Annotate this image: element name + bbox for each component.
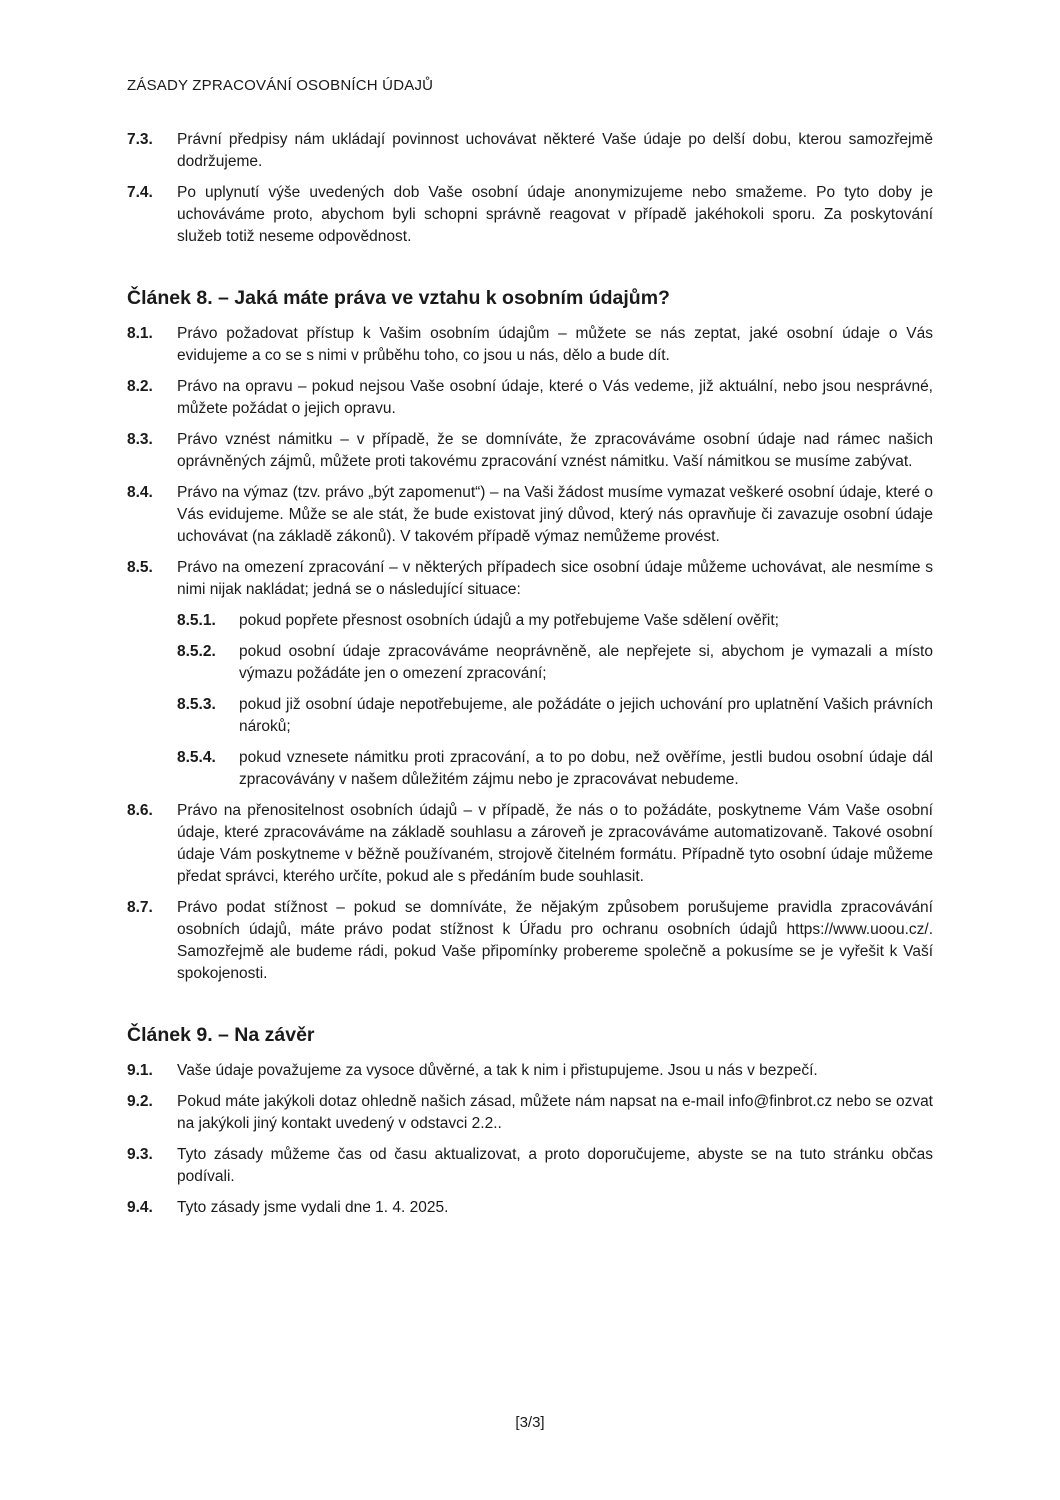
item-text: Tyto zásady jsme vydali dne 1. 4. 2025. [177, 1199, 449, 1216]
list-item-7-4 [127, 182, 933, 248]
sub-list-item-8-5-3 [177, 694, 933, 738]
sub-list-item-8-5-1 [177, 610, 933, 632]
item-text: pokud osobní údaje zpracováváme neoprávněně, ale nepřejete si, abychom je vymazali a místo výmazu požádáte jen o omezení zpracování; [239, 643, 933, 682]
item-text: Právo vznést námitku – v případě, že se domníváte, že zpracováváme osobní údaje nad rámec našich oprávněných zájmů, můžete proti takovému zpracování vznést námitku. Vaší námitkou se musíme zabývat. [177, 431, 933, 470]
document-header [127, 75, 933, 97]
item-number: 8.5.3. [177, 696, 216, 713]
item-text: pokud již osobní údaje nepotřebujeme, ale požádáte o jejich uchování pro uplatnění Vašich právních nároků; [239, 696, 933, 735]
sub-list-item-8-5-4 [177, 747, 933, 791]
item-text: Tyto zásady můžeme čas od času aktualizovat, a proto doporučujeme, abyste se na tuto stránku občas podívali. [177, 1146, 933, 1185]
list-item-8-4 [127, 482, 933, 548]
list-item-9-4 [127, 1197, 933, 1219]
item-number: 8.1. [127, 325, 153, 342]
item-text: Po uplynutí výše uvedených dob Vaše osobní údaje anonymizujeme nebo smažeme. Po tyto doby je uchováváme proto, abychom byli schopni správně reagovat v případě jakéhokoli sporu. Za poskytování služeb totiž neseme odpovědnost. [177, 184, 933, 245]
item-text: Právo podat stížnost – pokud se domníváte, že nějakým způsobem porušujeme pravidla zpracovávání osobních údajů, máte právo podat stížnost k Úřadu pro ochranu osobních údajů https://www.uoou.cz/. Samozřejmě ale budeme rádi, pokud Vaše připomínky probereme společně a pokusíme se je vyřešit k Vaší spokojenosti. [177, 899, 933, 982]
list-item-8-6 [127, 800, 933, 888]
list-item-8-7 [127, 897, 933, 985]
list-item-9-2 [127, 1091, 933, 1135]
sub-list-item-8-5-2 [177, 641, 933, 685]
page-number: [3/3] [515, 1414, 545, 1431]
item-text: Právo na výmaz (tzv. právo „být zapomenut“) – na Vaši žádost musíme vymazat veškeré osobní údaje, které o Vás evidujeme. Může se ale stát, že bude existovat jiný důvod, který nás opravňuje či zavazuje osobní údaje uchovávat (na základě zákonů). V takovém případě výmaz nemůžeme provést. [177, 484, 933, 545]
list-item-8-3 [127, 429, 933, 473]
section-heading-article-8: Článek 8. – Jaká máte práva ve vztahu k osobním údajům? [127, 287, 670, 309]
item-number: 8.5.4. [177, 749, 216, 766]
item-text: pokud vznesete námitku proti zpracování, a to po dobu, než ověříme, jestli budou osobní údaje dál zpracovávány v našem důležitém zájmu nebo je zpracovávat nebudeme. [239, 749, 933, 788]
item-number: 8.2. [127, 378, 153, 395]
item-text: Právo požadovat přístup k Vašim osobním údajům – můžete se nás zeptat, jaké osobní údaje o Vás evidujeme a co se s nimi v průběhu toho, co jsou u nás, dělo a bude dít. [177, 325, 933, 364]
list-item-8-2 [127, 376, 933, 420]
list-item-7-3 [127, 129, 933, 173]
item-number: 7.3. [127, 131, 153, 148]
item-text: Vaše údaje považujeme za vysoce důvěrné, a tak k nim i přistupujeme. Jsou u nás v bezpečí. [177, 1062, 818, 1079]
item-number: 8.5.2. [177, 643, 216, 660]
list-item-9-3 [127, 1144, 933, 1188]
document-title: ZÁSADY ZPRACOVÁNÍ OSOBNÍCH ÚDAJŮ [127, 77, 434, 94]
item-number: 9.3. [127, 1146, 153, 1163]
item-text: pokud popřete přesnost osobních údajů a my potřebujeme Vaše sdělení ověřit; [239, 612, 779, 629]
list-item-9-1 [127, 1060, 933, 1082]
item-number: 8.5. [127, 559, 153, 576]
item-number: 8.4. [127, 484, 153, 501]
item-number: 8.3. [127, 431, 153, 448]
item-text: Pokud máte jakýkoli dotaz ohledně našich zásad, můžete nám napsat na e-mail info@finbrot.cz nebo se ozvat na jakýkoli jiný kontakt uvedený v odstavci 2.2.. [177, 1093, 933, 1132]
document-content [127, 75, 933, 1228]
item-number: 9.2. [127, 1093, 153, 1110]
item-text: Právo na přenositelnost osobních údajů – v případě, že nás o to požádáte, poskytneme Vám Vaše osobní údaje, které zpracováváme na základě souhlasu a zároveň je zpracováváme automatizovaně. Takové osobní údaje Vám poskytneme v běžně používaném, strojově čitelném formátu. Případně tyto osobní údaje můžeme předat správci, kterého určíte, pokud ale s předáním bude souhlasit. [177, 802, 933, 885]
item-number: 7.4. [127, 184, 153, 201]
item-number: 8.7. [127, 899, 153, 916]
item-number: 8.6. [127, 802, 153, 819]
item-number: 9.4. [127, 1199, 153, 1216]
item-number: 9.1. [127, 1062, 153, 1079]
item-number: 8.5.1. [177, 612, 216, 629]
item-text: Právo na opravu – pokud nejsou Vaše osobní údaje, které o Vás vedeme, již aktuální, nebo jsou nesprávné, můžete požádat o jejich opravu. [177, 378, 933, 417]
list-item-8-5 [127, 557, 933, 601]
item-text: Právo na omezení zpracování – v některých případech sice osobní údaje můžeme uchovávat, ale nesmíme s nimi nijak nakládat; jedná se o následující situace: [177, 559, 933, 598]
list-item-8-1 [127, 323, 933, 367]
section-heading-article-9: Článek 9. – Na závěr [127, 1024, 315, 1046]
item-text: Právní předpisy nám ukládají povinnost uchovávat některé Vaše údaje po delší dobu, kterou samozřejmě dodržujeme. [177, 131, 933, 170]
page-footer [0, 1412, 1060, 1434]
